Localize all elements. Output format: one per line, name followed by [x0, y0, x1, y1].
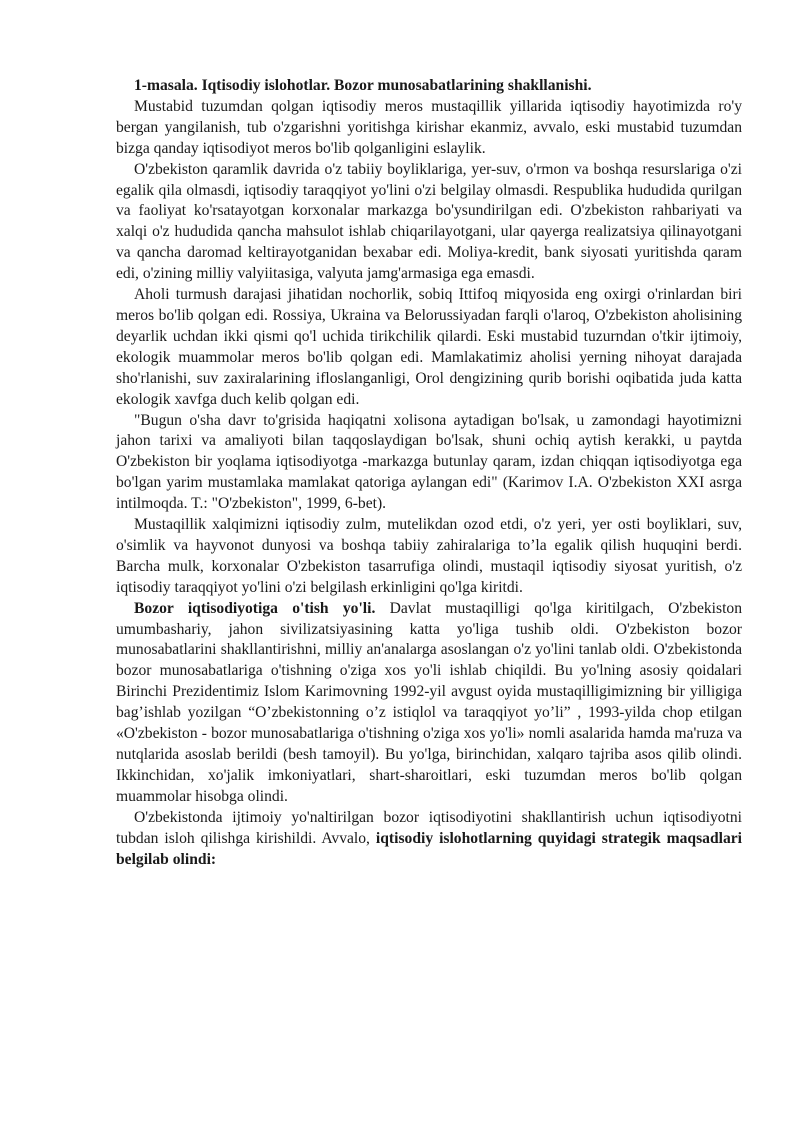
paragraph-2: O'zbekiston qaramlik davrida o'z tabiiy boyliklariga, yer-suv, o'rmon va boshqa resurslariga o'zi egalik qila olmasdi, iqtisodiy taraqqiyot yo'lini o'zi belgilay olmasdi. Respublika hududida qurilgan va faoliyat ko'rsatayotgan korxonalar markazga bo'ysundirilgan edi. O'zbekiston rahbariyati va xalqi o'z hududida qancha mahsulot ishlab chiqarilayotgani, ular qayerga realizatsiya qilinayotgani va qancha daromad keltirayotganidan bexabar edi. Moliya-kredit, bank siyosati yuritishda qaram edi, o'zining milliy valyiitasiga, valyuta jamg'armasiga ega emasdi.: [116, 160, 742, 283]
paragraph-7-body: O'zbekistonda ijtimoiy yo'naltirilgan bozor iqtisodiyotini shakllantirish uchun iqtisodiyotni tubdan isloh qilishga kirishildi. Avvalo,: [116, 808, 742, 847]
paragraph-5: Mustaqillik xalqimizni iqtisodiy zulm, mutelikdan ozod etdi, o'z yeri, yer osti boyliklari, suv, o'simlik va hayvonot dunyosi va boshqa tabiiy zahiralariga to’la egalik qilish huquqini berdi. Barcha mulk, korxonalar O'zbekiston tasarrufiga olindi, mustaqil iqtisodiy siyosat yuritish, o'z iqtisodiy taraqqiyot yo'lini o'zi belgilash erkinligini qo'lga kiritdi.: [116, 516, 742, 596]
paragraph-3: Aholi turmush darajasi jihatidan nochorlik, sobiq Ittifoq miqyosida eng oxirgi o'rinlardan biri meros bo'lib qolgan edi. Rossiya, Ukraina va Belorussiyadan farqli o'laroq, O'zbekiston aholisining deyarlik uchdan ikki qismi qo'l uchida tirikchilik qilardi. Eski mustabid tuzurndan o'tkir ijtimoiy, ekologik muammolar meros bo'lib qolgan edi. Mamlakatimiz aholisi yerning nihoyat darajada sho'rlanishi, suv zaxiralarining ifloslanganligi, Orol dengizining qurib borishi oqibatida juda katta ekologik xavfga duch kelib qolgan edi.: [116, 286, 742, 408]
paragraph-6-body: Davlat mustaqilligi qo'lga kiritilgach, O'zbekiston umumbashariy, jahon sivilizatsiyasining katta yo'liga tushib oldi. O'zbekiston bozor munosabatlarini shakllantirishni, milliy an'analarga asoslangan o'z yo'lini tanlab oldi. O'zbekistonda bozor munosabatlariga o'tishning o'ziga xos yo'li ishlab chiqildi. Bu yo'lning asosiy qoidalari Birinchi Prezidentimiz Islom Karimovning 1992-yil avgust oyida mustaqilligimizning bir yilligiga bag’ishlab yozilgan “O’zbekistonning o’z istiqlol va taraqqiyot yo’li” , 1993-yilda chop etilgan «O'zbekiston - bozor munosabatlariga o'tishning o'ziga xos yo'li» nomli asalarida hamda ma'ruza va nutqlarida asoslab berildi (besh tamoyil). Bu yo'lga, birinchidan, xalqaro tajriba asos qilib olindi. Ikkinchidan, xo'jalik imkoniyatlari, shart-sharoitlari, eski tuzumdan meros bo'lib qolgan muammolar hisobga olindi.: [116, 599, 742, 805]
section-title: 1-masala. Iqtisodiy islohotlar. Bozor munosabatlarining shakllanishi.: [134, 77, 592, 94]
paragraph-7: [116, 808, 742, 871]
subheading-market-transition: Bozor iqtisodiyotiga o'tish yo'li.: [134, 599, 376, 617]
paragraph-7-emphasis: iqtisodiy islohotlarning quyidagi strategik maqsadlari belgilab olindi:: [116, 829, 743, 868]
document-page: [116, 76, 742, 870]
paragraph-4-quote: "Bugun o'sha davr to'grisida haqiqatni xolisona aytadigan bo'lsak, u zamondagi hayotimizni jahon tarixi va amaliyoti bilan taqqoslaydigan bo'lsak, shuni ochiq aytish kerakki, u paytda O'zbekiston bir yoqlama iqtisodiyotga -markazga butunlay qaram, izdan chiqqan iqtisodiyotga ega bo'lgan yarim mustamlaka mamlakat qatoriga aylangan edi" (Karimov I.A. O'zbekiston XXI asrga intilmoqda. T.: "O'zbekiston", 1999, 6-bet).: [116, 411, 742, 513]
paragraph-6: [116, 599, 742, 808]
paragraph-1: Mustabid tuzumdan qolgan iqtisodiy meros mustaqillik yillarida iqtisodiy hayotimizda ro'y bergan yangilanish, tub o'zgarishni yoritishga kirishar ekanmiz, avvalo, eski mustabid tuzumdan bizga qanday iqtisodiyot meros bo'lib qolganligini eslaylik.: [116, 97, 742, 157]
